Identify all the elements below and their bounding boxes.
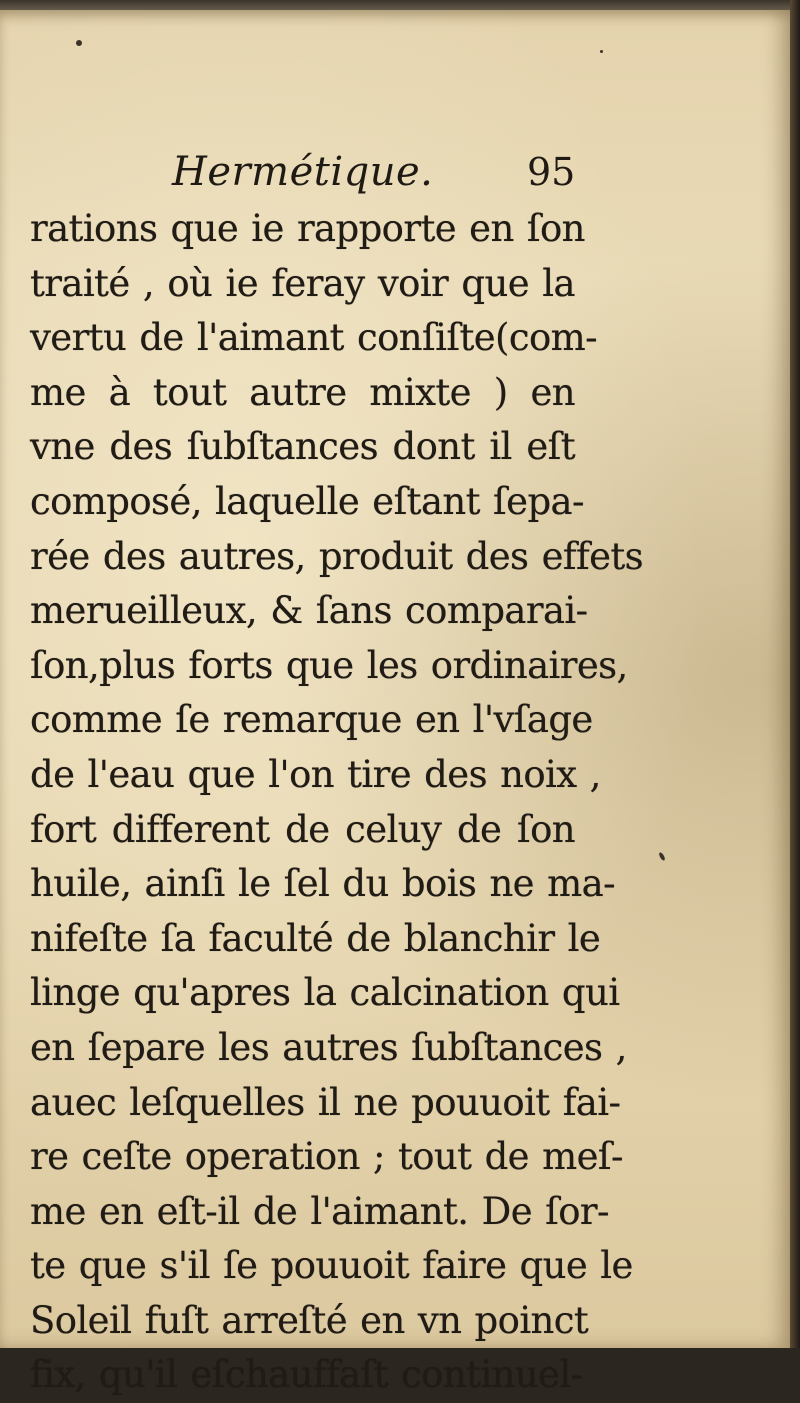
text-line: fix, qu'il eſchauffaſt continuel- — [30, 1353, 583, 1397]
text-line: merueilleux, & ſans comparai- — [30, 589, 588, 633]
text-line: re ceſte operation ; tout de meſ- — [30, 1135, 623, 1179]
text-line: auec leſquelles il ne pouuoit fai- — [30, 1080, 621, 1124]
text-line: me en eſt-il de l'aimant. De ſor- — [30, 1189, 609, 1233]
running-title: Hermétique. — [172, 149, 434, 195]
text-line: vertu de l'aimant conſiſte(com- — [30, 316, 598, 360]
text-line: en ſepare les autres ſubſtances , — [30, 1025, 627, 1069]
text-line: rations que ie rapporte en ſon — [30, 207, 585, 250]
text-line: fort different de celuy de ſon — [30, 807, 575, 851]
ink-speck — [600, 50, 603, 53]
text-line: linge qu'apres la calcination qui — [30, 971, 620, 1015]
body-text — [30, 202, 644, 1403]
text-line: rée des autres, produit des effets — [30, 534, 644, 578]
ink-speck — [76, 40, 82, 46]
text-line: huile, ainſi le ſel du bois ne ma- — [30, 862, 615, 906]
text-line: nifeſte ſa faculté de blanchir le — [30, 916, 601, 960]
page-header — [0, 146, 792, 202]
text-line: te que s'il ſe pouuoit faire que le — [30, 1244, 633, 1288]
text-line: me à tout autre mixte ) en — [30, 370, 575, 414]
page-number: 95 — [527, 150, 576, 194]
book-page — [0, 10, 792, 1397]
text-line: Soleil fuſt arreſté en vn poinct — [30, 1298, 589, 1342]
ink-speck — [658, 852, 666, 862]
text-line: ſon,plus forts que les ordinaires, — [30, 643, 628, 687]
text-line: composé, laquelle eſtant ſepa- — [30, 479, 584, 523]
book-spine-shadow — [790, 0, 800, 1348]
text-line: comme ſe remarque en l'vſage — [30, 698, 593, 742]
text-line: vne des ſubſtances dont il eſt — [30, 425, 575, 469]
text-line: de l'eau que l'on tire des noix , — [30, 752, 601, 796]
text-line: traité , où ie feray voir que la — [30, 261, 575, 305]
